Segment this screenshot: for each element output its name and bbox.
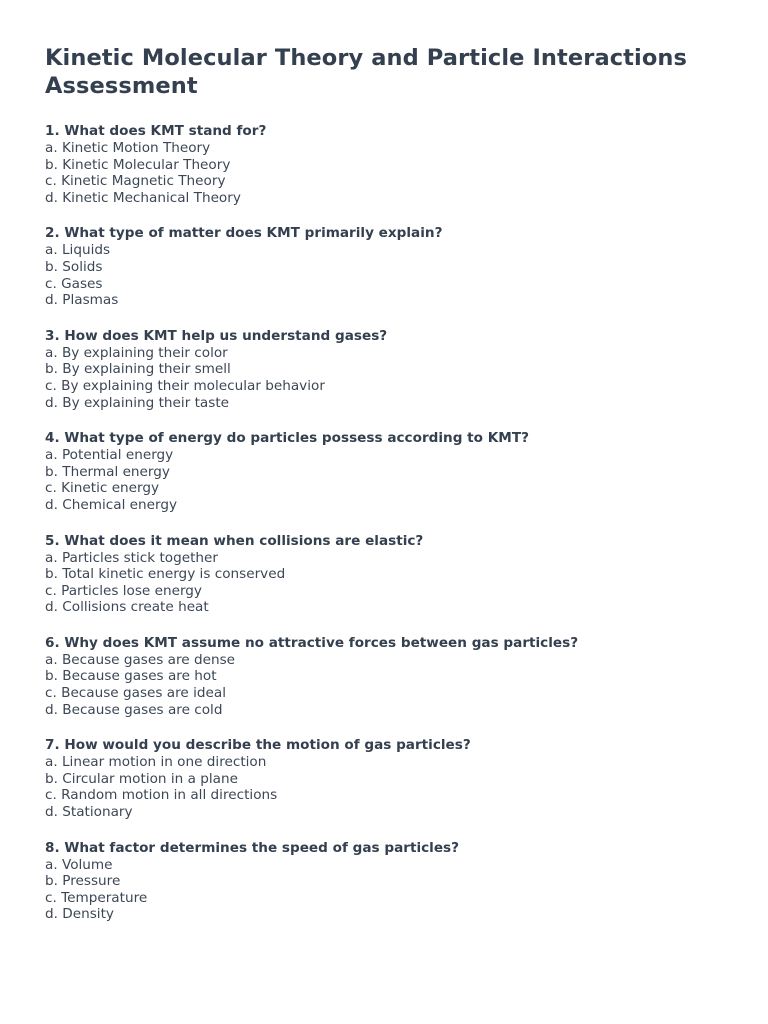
answer-option: b. By explaining their smell [45, 361, 231, 378]
answer-option: b. Solids [45, 258, 103, 275]
question-2 [45, 225, 723, 308]
question-7 [45, 737, 723, 820]
answer-option: c. Particles lose energy [45, 582, 202, 599]
answer-option: c. Because gases are ideal [45, 685, 226, 702]
question-text: 7. How would you describe the motion of gas particles? [45, 737, 471, 754]
answer-option: d. Stationary [45, 804, 133, 821]
answer-option: c. Kinetic energy [45, 480, 160, 497]
question-text: 5. What does it mean when collisions are elastic? [45, 532, 424, 549]
answer-option: a. By explaining their color [45, 344, 228, 361]
answer-option: b. Because gases are hot [45, 668, 217, 685]
question-8 [45, 840, 723, 923]
answer-option: b. Total kinetic energy is conserved [45, 566, 286, 583]
answer-option: a. Kinetic Motion Theory [45, 140, 211, 156]
answer-option: a. Potential energy [45, 447, 174, 464]
answer-option: b. Circular motion in a plane [45, 770, 238, 787]
answer-option: a. Volume [45, 856, 113, 873]
answer-option: d. Plasmas [45, 292, 119, 309]
answer-option: d. Chemical energy [45, 496, 178, 513]
question-text: 8. What factor determines the speed of gas particles? [45, 839, 460, 856]
answer-option: b. Pressure [45, 873, 121, 890]
answer-option: c. Kinetic Magnetic Theory [45, 173, 226, 190]
answer-option: d. Because gases are cold [45, 701, 223, 718]
question-text: 2. What type of matter does KMT primarily explain? [45, 225, 443, 242]
document-title: Kinetic Molecular Theory and Particle Interactions Assessment [45, 45, 688, 99]
question-text: 6. Why does KMT assume no attractive forces between gas particles? [45, 634, 579, 651]
question-3 [45, 328, 723, 411]
answer-option: c. Temperature [45, 889, 148, 906]
question-5 [45, 533, 723, 616]
answer-option: a. Linear motion in one direction [45, 754, 267, 771]
question-6 [45, 635, 723, 718]
answer-option: d. By explaining their taste [45, 394, 230, 411]
answer-option: a. Because gases are dense [45, 651, 236, 668]
answer-option: d. Density [45, 906, 114, 923]
question-text: 4. What type of energy do particles possess according to KMT? [45, 430, 529, 447]
answer-option: b. Kinetic Molecular Theory [45, 156, 231, 173]
question-text: 3. How does KMT help us understand gases? [45, 327, 388, 344]
question-1 [45, 123, 723, 206]
answer-option: d. Kinetic Mechanical Theory [45, 189, 241, 206]
answer-option: b. Thermal energy [45, 463, 170, 480]
answer-option: c. Random motion in all directions [45, 787, 278, 804]
answer-option: c. By explaining their molecular behavior [45, 377, 325, 394]
question-text: 1. What does KMT stand for? [45, 123, 267, 139]
answer-option: a. Liquids [45, 242, 111, 259]
question-4 [45, 430, 723, 513]
answer-option: a. Particles stick together [45, 549, 218, 566]
answer-option: d. Collisions create heat [45, 599, 209, 616]
answer-option: c. Gases [45, 275, 103, 292]
